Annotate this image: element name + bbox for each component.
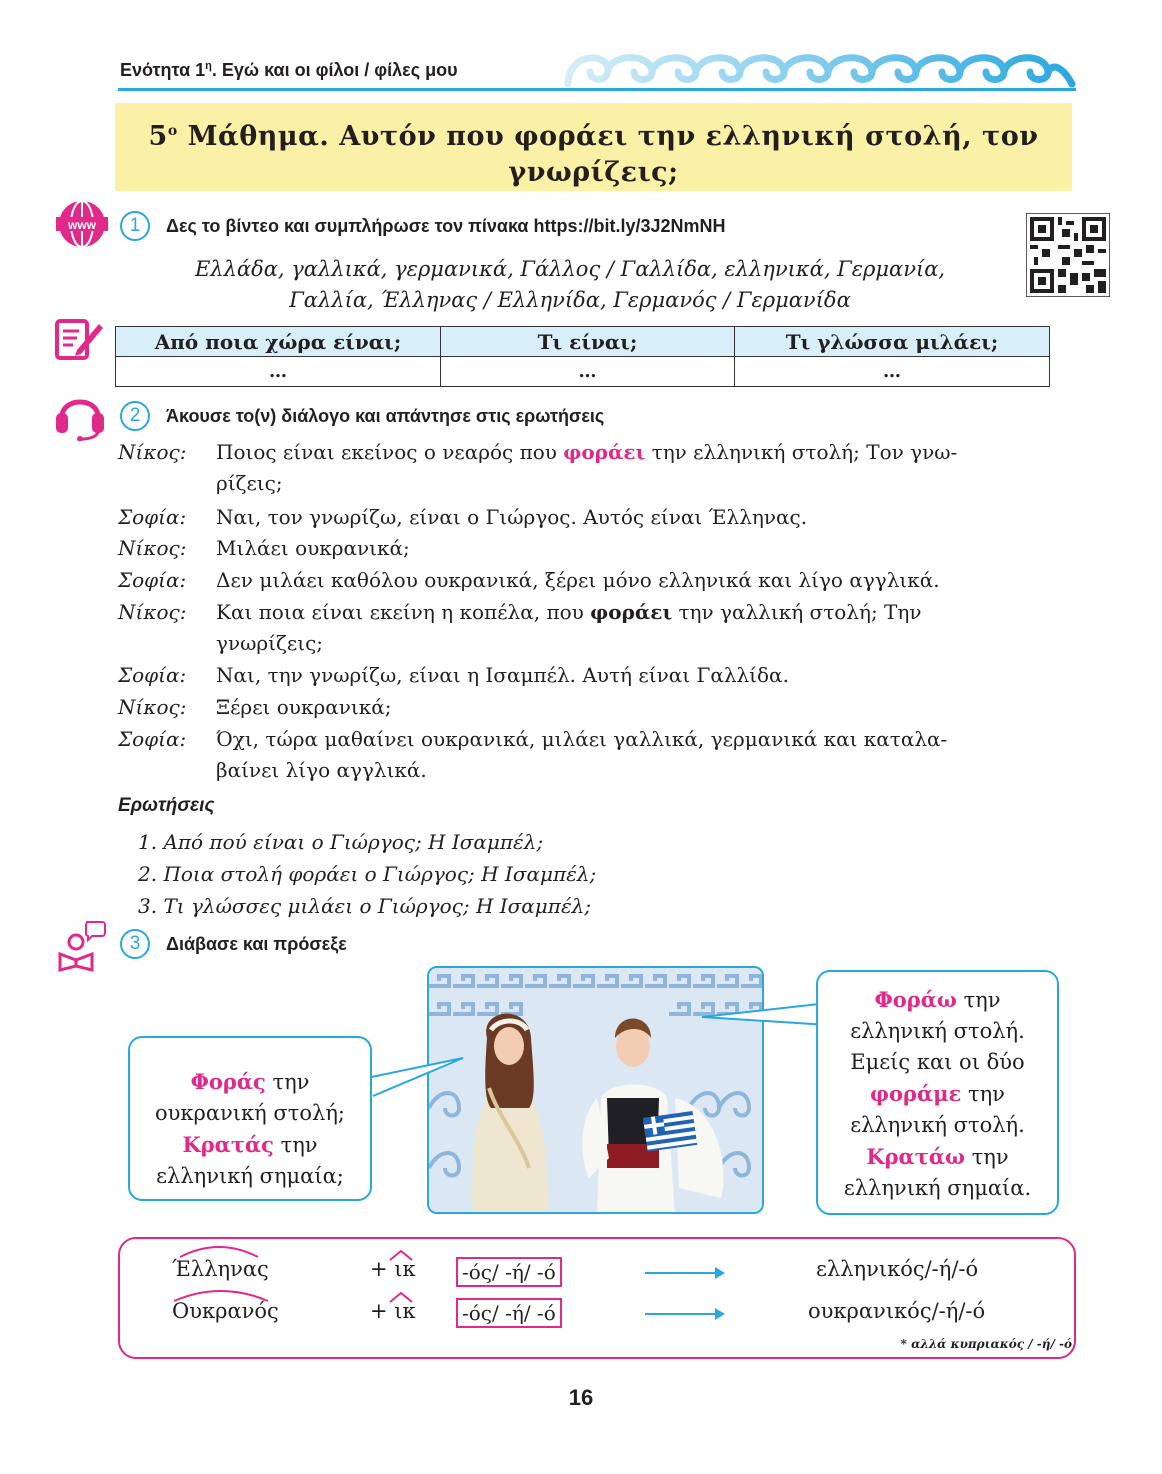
dialogue-line: Νίκος: Ποιος είναι εκείνος ο νεαρός που φοράει την ελληνική στολή; Τον γνω- ρίζεις;	[118, 440, 958, 495]
dialogue-line: Σοφία: Ναι, τον γνωρίζω, είναι ο Γιώργος. Αυτός είναι Έλληνας.	[118, 505, 808, 529]
dialogue-line: Σοφία: Δεν μιλάει καθόλου ουκρανικά, ξέρει μόνο ελληνικά και λίγο αγγλικά.	[118, 568, 940, 592]
rule-stem: Ουκρανός	[172, 1299, 279, 1323]
question-item: 3. Τι γλώσσες μιλάει ο Γιώργος; Η Ισαμπέλ;	[138, 894, 592, 918]
dialogue-line: Σοφία: Όχι, τώρα μαθαίνει ουκρανικά, μιλάει γαλλικά, γερμανικά και καταλα- βαίνει λίγο αγγλικά.	[118, 727, 948, 782]
table-header-country: Από ποια χώρα είναι;	[116, 327, 441, 357]
table-header-nationality: Τι είναι;	[441, 327, 735, 357]
rule-stem: Έλληνας	[172, 1257, 269, 1281]
rule-suffix: -ός/ -ή/ -ό	[456, 1298, 562, 1328]
dialogue-line: Νίκος: Μιλάει ουκρανικά;	[118, 536, 410, 560]
table-cell[interactable]: …	[116, 357, 441, 387]
question-item: 2. Ποια στολή φοράει ο Γιώργος; Η Ισαμπέλ;	[138, 862, 597, 886]
left-speech-bubble: Φοράς την ουκρανική στολή; Κρατάς την ελληνική σημαία;	[128, 1036, 372, 1201]
unit-title: Ενότητα $1^\eta$. Εγώ και οι φίλοι / φίλες μου	[120, 60, 458, 80]
word-bank: Ελλάδα, γαλλικά, γερμανικά, Γάλλος / Γαλλίδα, ελληνικά, Γερμανία, Γαλλία, Έλληνας / Ελληνίδα, Γερμανός / Γερμανίδα	[194, 257, 946, 312]
write-pencil-icon	[55, 318, 105, 362]
rule-result: ελληνικός/-ή/-ό	[816, 1257, 979, 1281]
right-speech-bubble: Φοράω την ελληνική στολή. Εμείς και οι δύο φοράμε την ελληνική στολή. Κρατάω την ελληνική σημαία.	[816, 970, 1059, 1215]
rule-arrow	[645, 1272, 723, 1274]
table-row	[116, 357, 1050, 387]
header-rule	[118, 88, 1076, 91]
table-cell[interactable]: …	[735, 357, 1050, 387]
table-header-language: Τι γλώσσα μιλάει;	[735, 327, 1050, 357]
reading-student-icon	[56, 918, 106, 972]
wave-ornament	[560, 42, 1076, 88]
headphones-icon	[52, 385, 108, 441]
svg-text:www: www	[67, 218, 97, 232]
dialogue-line: Νίκος: Και ποια είναι εκείνη η κοπέλα, που φοράει την γαλλική στολή; Την γνωρίζεις;	[118, 600, 922, 655]
rule-suffix: -ός/ -ή/ -ό	[456, 1257, 562, 1287]
page-number: 16	[568, 1385, 594, 1410]
exercise-2-number: 2	[120, 401, 150, 431]
rule-plus: + ικ	[370, 1257, 416, 1281]
rule-arrow	[645, 1313, 723, 1315]
question-item: 1. Από πού είναι ο Γιώργος; Η Ισαμπέλ;	[138, 830, 544, 854]
rule-plus: + ικ	[370, 1299, 416, 1323]
footnote: * αλλά κυπριακός / -ή/ -ό	[900, 1337, 1072, 1351]
table-cell[interactable]: …	[441, 357, 735, 387]
exercise-3-number: 3	[120, 929, 150, 959]
right-bubble-pointer	[700, 995, 830, 1035]
dialogue-line: Νίκος: Ξέρει ουκρανικά;	[118, 695, 392, 719]
exercise-3-instruction: Διάβασε και πρόσεξε	[166, 934, 347, 954]
exercise-1-number: 1	[120, 211, 150, 241]
lesson-title: $5^o$ Μάθημα. Αυτόν που φοράει την ελληνική στολή, τον γνωρίζεις;	[148, 121, 1039, 188]
left-bubble-pointer	[355, 1040, 475, 1100]
exercise-2-instruction: Άκουσε το(ν) διάλογο και απάντησε στις ερωτήσεις	[166, 406, 605, 426]
qr-code-icon[interactable]	[1026, 213, 1110, 297]
exercise-1-table	[115, 326, 1050, 387]
rule-result: ουκρανικός/-ή/-ό	[808, 1299, 986, 1323]
lesson-banner	[115, 103, 1072, 191]
exercise-1-instruction: Δες το βίντεο και συμπλήρωσε τον πίνακα https://bit.ly/3J2NmNH	[166, 216, 726, 236]
www-globe-icon	[54, 199, 110, 249]
dialogue-line: Σοφία: Ναι, την γνωρίζω, είναι η Ισαμπέλ. Αυτή είναι Γαλλίδα.	[118, 663, 789, 687]
questions-title: Ερωτήσεις	[118, 795, 215, 816]
